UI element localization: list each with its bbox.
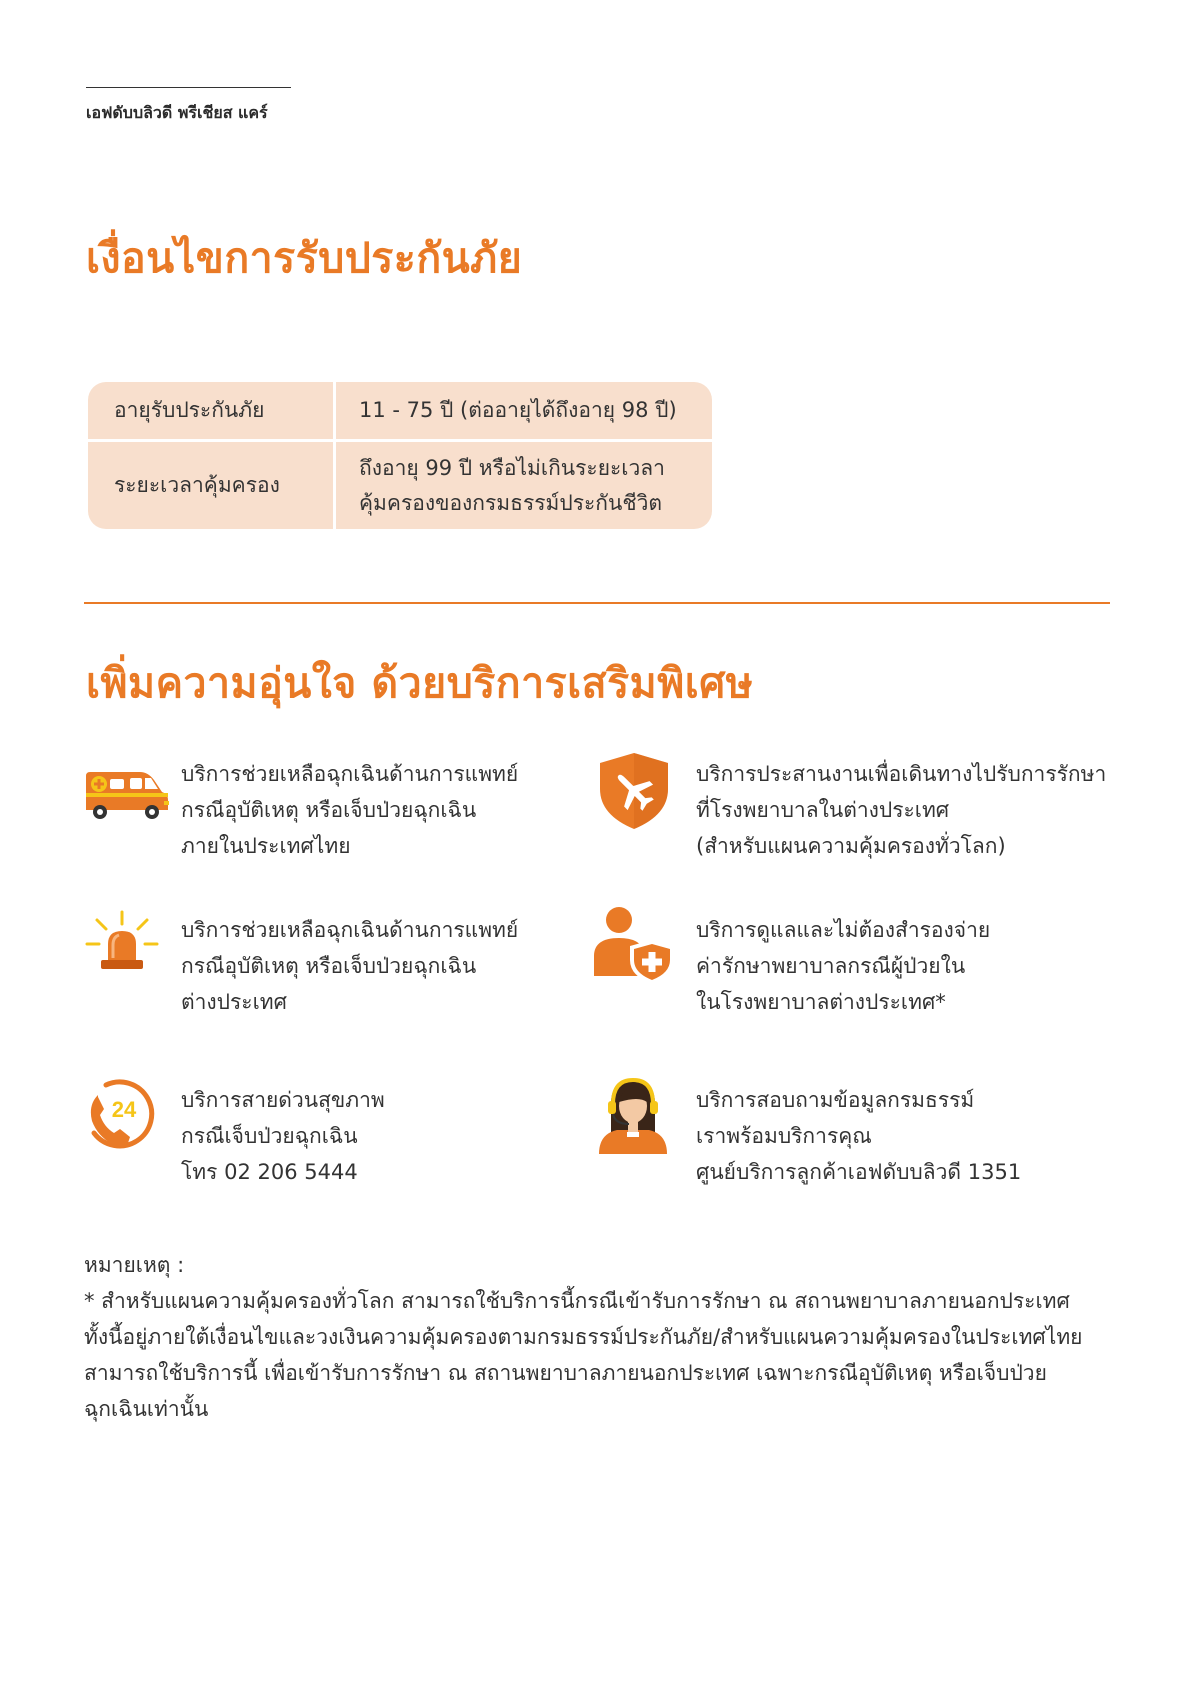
service-line: บริการช่วยเหลือฉุกเฉินด้านการแพทย์ [181,918,519,942]
hotline-24-icon [82,1082,172,1172]
footnote-title: หมายเหตุ : [84,1253,185,1277]
service-text [181,756,518,864]
service-line: บริการประสานงานเพื่อเดินทางไปรับการรักษา [696,762,1107,786]
service-line: ต่างประเทศ [181,990,287,1014]
service-line: เราพร้อมบริการคุณ [696,1124,872,1148]
footnote-line: ทั้งนี้อยู่ภายใต้เงื่อนไขและวงเงินความคุ้มครองตามกรมธรรม์ประกันภัย/สำหรับแผนความคุ้มครองในประเทศไทย [84,1325,1083,1349]
footnote [84,1247,1124,1427]
service-line: (สำหรับแผนความคุ้มครองทั่วโลก) [696,834,1006,858]
shield-airplane-icon [596,756,686,846]
service-line: ภายในประเทศไทย [181,834,351,858]
service-line: บริการสอบถามข้อมูลกรมธรรม์ [696,1088,975,1112]
service-line: กรณีเจ็บป่วยฉุกเฉิน [181,1124,358,1148]
service-line: ค่ารักษาพยาบาลกรณีผู้ป่วยใน [696,954,966,978]
service-line: บริการดูแลและไม่ต้องสำรองจ่าย [696,918,991,942]
section-divider [84,602,1110,604]
coverage-value [336,382,712,439]
service-line: ที่โรงพยาบาลในต่างประเทศ [696,798,950,822]
ambulance-icon [82,756,172,846]
service-text [696,912,990,1020]
emergency-siren-icon [82,912,172,1002]
service-text [181,1082,385,1190]
coverage-value [336,442,712,529]
service-line: ในโรงพยาบาลต่างประเทศ* [696,990,946,1014]
service-line: บริการช่วยเหลือฉุกเฉินด้านการแพทย์ [181,762,519,786]
footnote-line: สามารถใช้บริการนี้ เพื่อเข้ารับการรักษา ณ สถานพยาบาลภายนอกประเทศ เฉพาะกรณีอุบัติเหตุ หรือเจ็บป่วย [84,1361,1047,1385]
brand-name: เอฟดับบลิวดี พรีเชียส แคร์ [86,103,268,122]
service-line: บริการสายด่วนสุขภาพ [181,1088,385,1112]
call-center-agent-icon [596,1082,686,1172]
hotline-badge: 24 [111,1097,137,1122]
service-line: ศูนย์บริการลูกค้าเอฟดับบลิวดี 1351 [696,1160,1022,1184]
service-text [696,1082,1021,1190]
footnote-line: * สำหรับแผนความคุ้มครองทั่วโลก สามารถใช้บริการนี้กรณีเข้ารับการรักษา ณ สถานพยาบาลภายนอกประเทศ [84,1289,1070,1313]
table-divider [333,382,336,529]
coverage-table [88,382,712,529]
service-line: กรณีอุบัติเหตุ หรือเจ็บป่วยฉุกเฉิน [181,954,477,978]
coverage-label: ระยะเวลาคุ้มครอง [114,473,280,497]
conditions-title: เงื่อนไขการรับประกันภัย [86,234,523,282]
hotline-phone: โทร 02 206 5444 [181,1160,358,1184]
coverage-row-period [88,442,712,529]
coverage-label: อายุรับประกันภัย [114,398,265,422]
services-title: เพิ่มความอุ่นใจ ด้วยบริการเสริมพิเศษ [86,659,754,707]
service-text [181,912,518,1020]
service-line: กรณีอุบัติเหตุ หรือเจ็บป่วยฉุกเฉิน [181,798,477,822]
person-medical-shield-icon [592,912,682,1002]
service-text [696,756,1106,864]
coverage-value-line: 11 - 75 ปี (ต่ออายุได้ถึงอายุ 98 ปี) [359,398,677,422]
footnote-line: ฉุกเฉินเท่านั้น [84,1397,209,1421]
coverage-value-line: คุ้มครองของกรมธรรม์ประกันชีวิต [359,490,663,515]
coverage-row-age [88,382,712,439]
coverage-value-line: ถึงอายุ 99 ปี หรือไม่เกินระยะเวลา [359,455,665,480]
header-rule [86,87,291,88]
